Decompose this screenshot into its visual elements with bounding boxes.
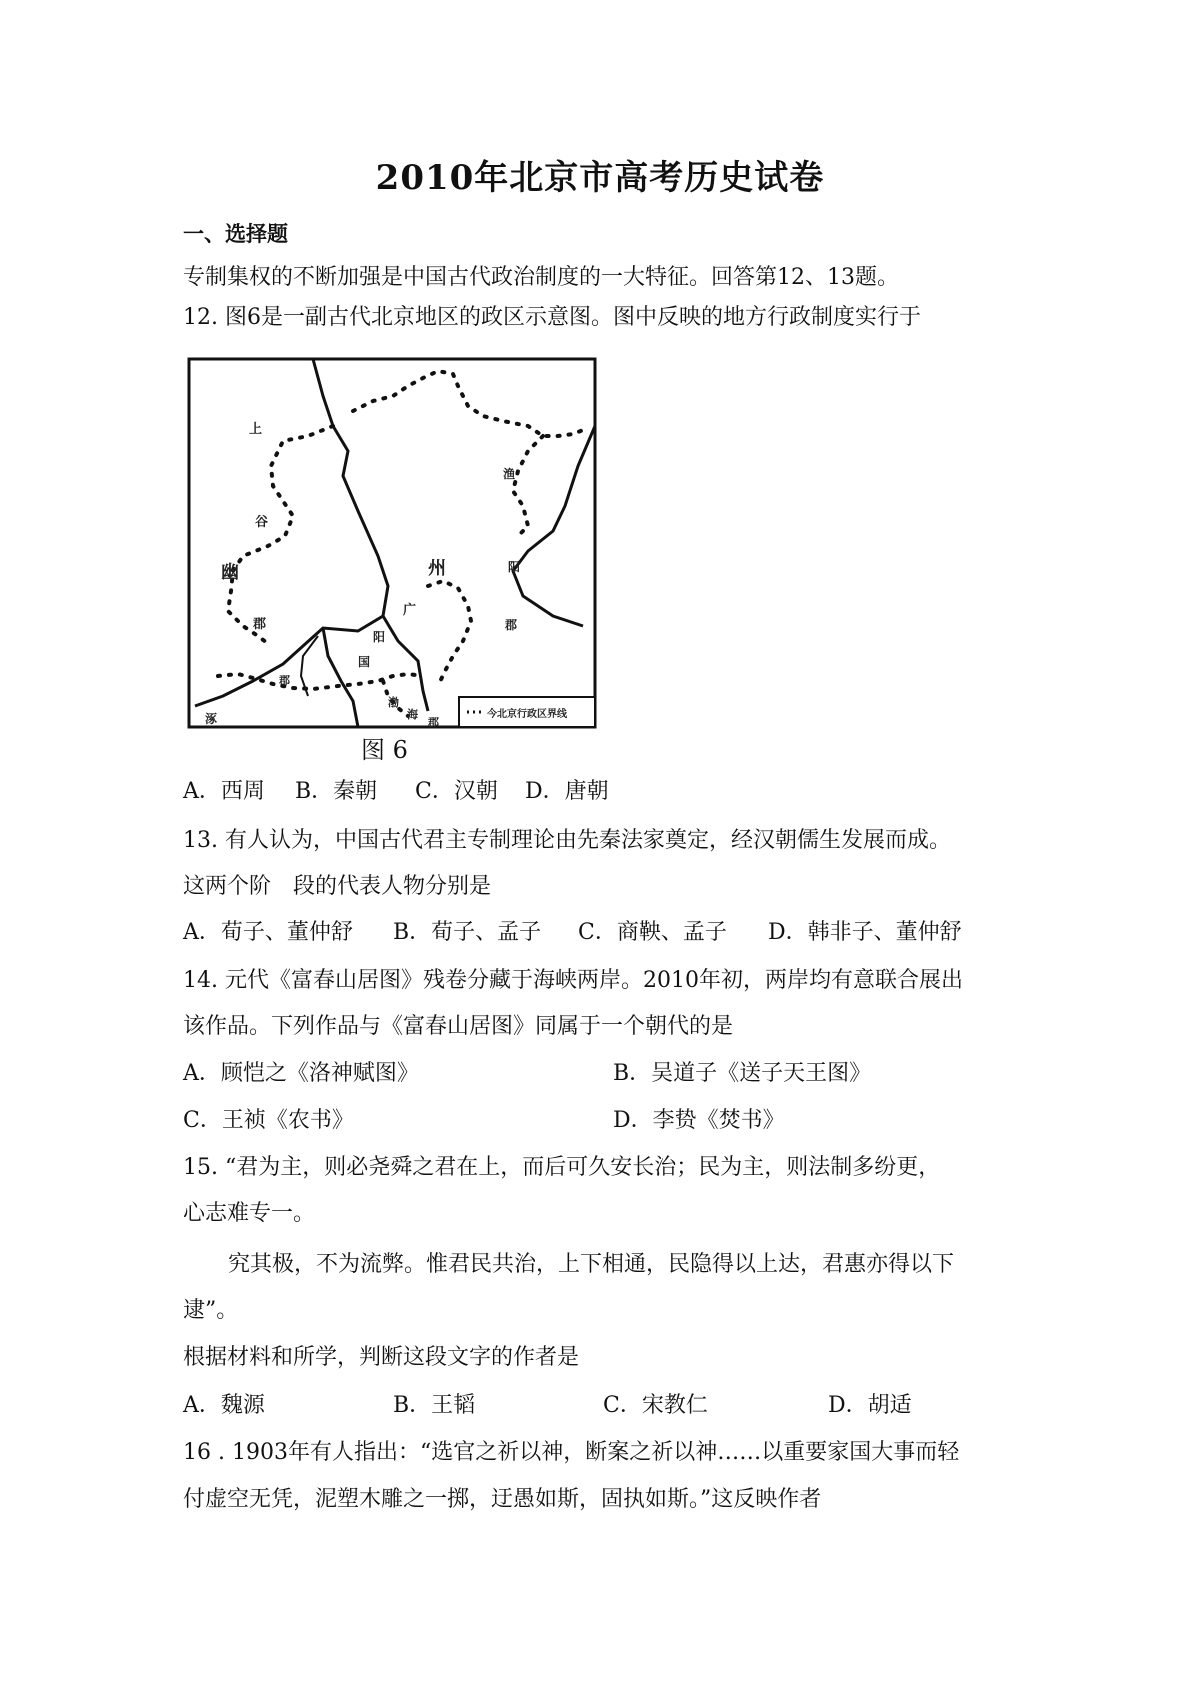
map-label: 广 (403, 603, 417, 618)
q13-stem-line2: 这两个阶 段的代表人物分别是 (183, 874, 492, 899)
map-label: 郡 (253, 617, 267, 632)
q16-line1: 16 . 1903年有人指出：“选官之祈以神，断案之祈以神……以重要家国大事而轻 (183, 1440, 960, 1465)
q14-option-c: C．王祯《农书》 (183, 1108, 354, 1133)
q12-option-d: D．唐朝 (525, 779, 609, 804)
q13-option-c: C．商鞅、孟子 (578, 920, 727, 945)
q15-line5: 根据材料和所学，判断这段文字的作者是 (183, 1345, 580, 1370)
intro-text: 专制集权的不断加强是中国古代政治制度的一大特征。回答第12、13题。 (183, 265, 899, 290)
section-heading: 一、选择题 (183, 222, 288, 246)
map-label: 郡 (428, 716, 439, 729)
map-label: 幽 (221, 562, 239, 583)
q15-option-b: B．王韬 (393, 1393, 476, 1418)
q13-stem-line1: 13. 有人认为，中国古代君主专制理论由先秦法家奠定，经汉朝儒生发展而成。 (183, 828, 951, 853)
map-label: 涿 (205, 712, 218, 726)
q12-option-b: B．秦朝 (295, 779, 378, 804)
q12-option-a: A．西周 (183, 779, 265, 804)
map-frame (189, 359, 595, 727)
map-label: 渔 (503, 467, 516, 481)
map-label: 州 (428, 558, 446, 579)
q13-option-b: B．荀子、孟子 (393, 920, 542, 945)
q15-option-c: C．宋教仁 (603, 1393, 708, 1418)
map-label: 渤 (388, 696, 399, 709)
q15-line3: 究其极，不为流弊。惟君民共治，上下相通，民隐得以上达，君惠亦得以下 (228, 1252, 955, 1277)
q13-option-a: A．荀子、董仲舒 (183, 920, 353, 945)
map-label: 阳 (373, 630, 386, 644)
q14-stem-line1: 14. 元代《富春山居图》残卷分藏于海峡两岸。2010年初，两岸均有意联合展出 (183, 968, 963, 993)
q12-option-c: C．汉朝 (415, 779, 498, 804)
map-label: 海 (407, 708, 418, 721)
q12-stem: 12. 图6是一副古代北京地区的政区示意图。图中反映的地方行政制度实行于 (183, 305, 921, 330)
q13-option-d: D．韩非子、董仲舒 (768, 920, 962, 945)
map-label: 郡 (505, 618, 518, 632)
q15-line1: 15. “君为主，则必尧舜之君在上，而后可久安长治；民为主，则法制多纷更， (183, 1155, 941, 1180)
q14-stem-line2: 该作品。下列作品与《富春山居图》同属于一个朝代的是 (183, 1014, 734, 1039)
map-label: 郡 (279, 674, 290, 687)
q15-line2: 心志难专一。 (183, 1201, 316, 1226)
q16-line2: 付虚空无凭，泥塑木雕之一掷，迂愚如斯，固执如斯。”这反映作者 (183, 1487, 822, 1512)
map-label: 国 (358, 655, 371, 669)
map-caption: 图 6 (361, 736, 408, 764)
q14-option-a: A．顾恺之《洛神赋图》 (183, 1061, 419, 1086)
q14-option-d: D．李贽《焚书》 (613, 1108, 785, 1133)
map-label: 阳 (508, 560, 521, 574)
q15-option-a: A．魏源 (183, 1393, 265, 1418)
q12-map-figure (183, 356, 603, 768)
q14-option-b: B．吴道子《送子天王图》 (613, 1061, 872, 1086)
page-title: 2010年北京市高考历史试卷 (375, 158, 825, 198)
map-legend-label: 今北京行政区界线 (487, 709, 567, 720)
beijing-region-map (183, 356, 603, 768)
q15-line4: 逮”。 (183, 1298, 239, 1323)
map-label: 上 (249, 422, 263, 437)
q15-option-d: D．胡适 (828, 1393, 912, 1418)
map-label: 谷 (255, 515, 269, 530)
